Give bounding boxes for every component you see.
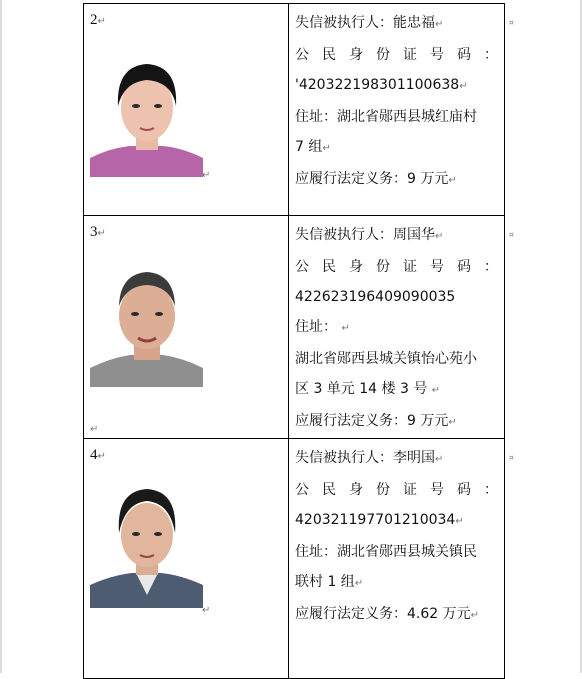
defaulter-table bbox=[83, 3, 514, 679]
paragraph-mark: ↵ bbox=[455, 516, 464, 527]
row-number-text: 2 bbox=[90, 12, 98, 28]
photo-cell bbox=[84, 216, 289, 439]
address-line: 住址： ↵ bbox=[295, 319, 350, 335]
paragraph-mark: ↵ bbox=[470, 610, 480, 621]
address-line: 7 组↵ bbox=[295, 139, 331, 155]
id-number: 420321197701210034↵ bbox=[295, 512, 464, 528]
paragraph-mark: ↵ bbox=[202, 605, 211, 616]
obligation-line: 应履行法定义务：9 万元↵ bbox=[295, 413, 457, 429]
address-line: 区 3 单元 14 楼 3 号 ↵ bbox=[295, 381, 441, 397]
info-cell bbox=[289, 216, 514, 439]
page-edge-left bbox=[0, 0, 2, 673]
paragraph-mark: ↵ bbox=[435, 454, 444, 465]
paragraph-mark: ↵ bbox=[341, 323, 350, 334]
paragraph-mark: ↵ bbox=[202, 170, 211, 181]
name-line: 失信被执行人：能忠福↵ bbox=[295, 15, 444, 31]
name-line: 失信被执行人：李明国↵ bbox=[295, 450, 444, 466]
id-number: 422623196409090035 bbox=[295, 289, 456, 305]
id-label: 公 民 身 份 证 号 码 ： bbox=[295, 47, 498, 63]
portrait-photo bbox=[90, 256, 203, 387]
address-line: 住址：湖北省郧西县城红庙村 bbox=[295, 109, 477, 125]
row-end-mark: ¤ bbox=[508, 18, 514, 27]
paragraph-mark: ↵ bbox=[435, 19, 444, 30]
id-label: 公 民 身 份 证 号 码 ： bbox=[295, 259, 498, 275]
paragraph-mark: ↵ bbox=[459, 81, 468, 92]
row-number bbox=[90, 447, 106, 464]
info-cell bbox=[289, 439, 514, 679]
paragraph-mark: ↵ bbox=[322, 143, 331, 154]
name-line: 失信被执行人：周国华↵ bbox=[295, 227, 444, 243]
paragraph-mark: ↵ bbox=[435, 231, 444, 242]
row-number-text: 4 bbox=[90, 447, 98, 463]
photo-cell bbox=[84, 4, 289, 216]
row-number bbox=[90, 12, 106, 29]
portrait-image bbox=[90, 46, 203, 177]
photo-cell bbox=[84, 439, 289, 679]
table-row bbox=[84, 4, 505, 216]
row-end-mark: ¤ bbox=[508, 453, 514, 462]
paragraph-mark: ↵ bbox=[97, 228, 106, 239]
address-line: 联村 1 组↵ bbox=[295, 574, 364, 590]
paragraph-mark: ↵ bbox=[448, 417, 457, 428]
row-number bbox=[90, 224, 106, 241]
address-line: 湖北省郧西县城关镇怡心苑小 bbox=[295, 351, 477, 367]
obligation-line: 应履行法定义务：9 万元↵ bbox=[295, 171, 457, 187]
obligation-line: 应履行法定义务：4.62 万元↵ bbox=[295, 606, 480, 622]
paragraph-mark: ↵ bbox=[90, 424, 99, 435]
paragraph-mark: ↵ bbox=[354, 578, 364, 589]
paragraph-mark: ↵ bbox=[97, 16, 106, 27]
address-line: 住址：湖北省郧西县城关镇民 bbox=[295, 544, 477, 560]
paragraph-mark: ↵ bbox=[97, 451, 106, 462]
id-label: 公 民 身 份 证 号 码 ： bbox=[295, 482, 498, 498]
info-cell bbox=[289, 4, 514, 216]
portrait-photo bbox=[90, 46, 203, 177]
id-number: '420322198301100638↵ bbox=[295, 77, 468, 93]
table-row bbox=[84, 439, 505, 679]
portrait-photo bbox=[90, 477, 203, 608]
row-number-text: 3 bbox=[90, 224, 98, 240]
table-row bbox=[84, 216, 505, 439]
row-end-mark: ¤ bbox=[508, 230, 514, 239]
portrait-image bbox=[90, 256, 203, 387]
portrait-image bbox=[90, 477, 203, 608]
paragraph-mark: ↵ bbox=[448, 175, 457, 186]
paragraph-mark: ↵ bbox=[431, 385, 441, 396]
